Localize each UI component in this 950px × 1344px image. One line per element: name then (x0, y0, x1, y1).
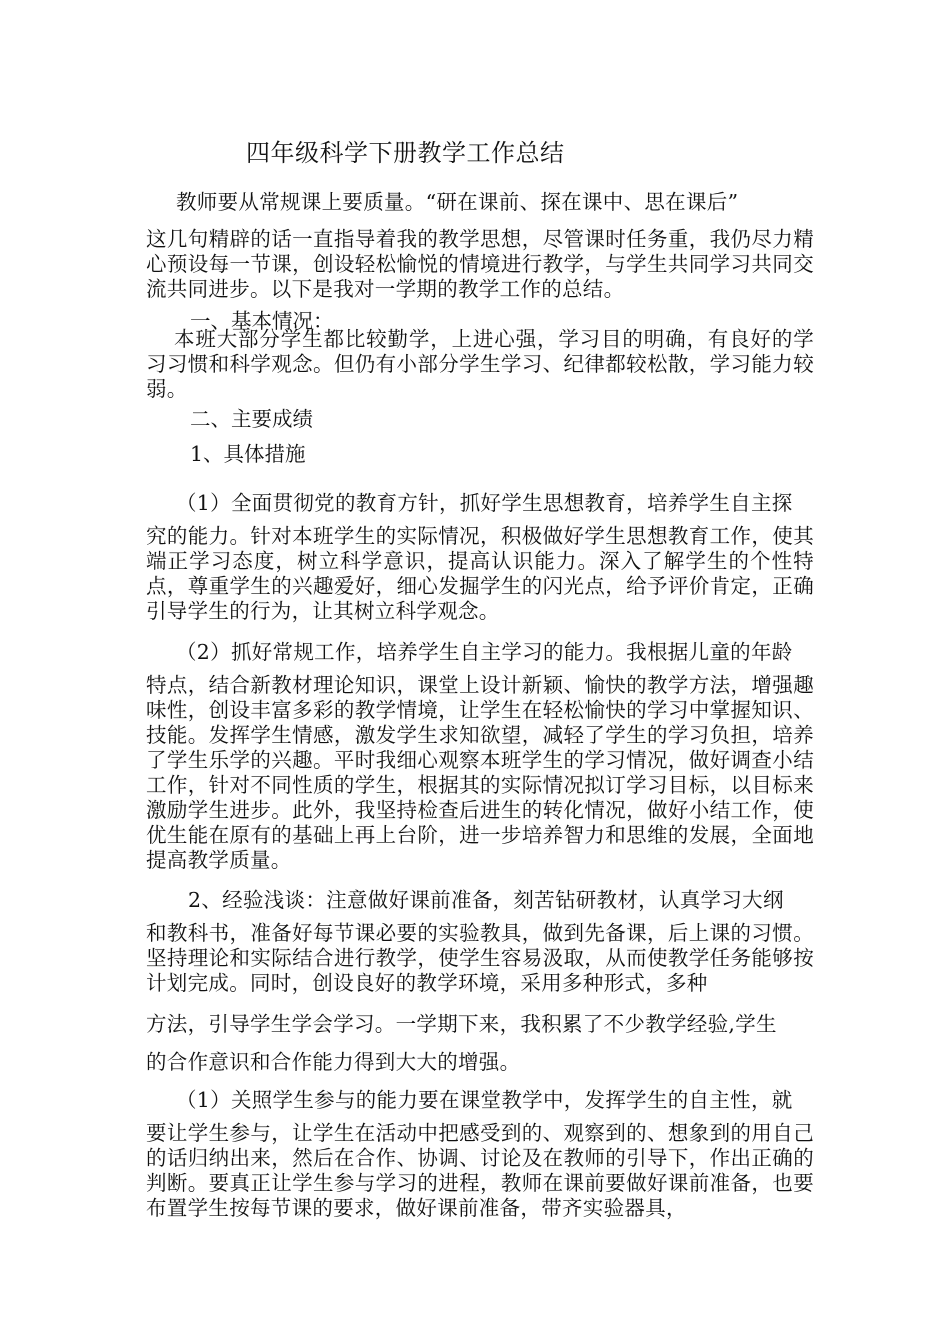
experience-first-line: 2、经验浅谈：注意做好课前准备，刻苦钻研教材，认真学习大纲 (188, 888, 784, 912)
measure-1-paragraph: 究的能力。针对本班学生的实际情况，积极做好学生思想教育工作，使其端正学习态度，树立科学意识，提高认识能力。深入了解学生的个性特点，尊重学生的兴趣爱好，细心发掘学生的闪光点，给予评价肯定，正确引导学生的行为，让其树立科学观念。 (146, 524, 814, 623)
measure-2-paragraph: 特点，结合新教材理论知识，课堂上设计新颖、愉快的教学方法，增强趣味性，创设丰富多彩的教学情境，让学生在轻松愉快的学习中掌握知识、技能。发挥学生情感，激发学生求知欲望，减轻了学生的学习负担，培养了学生乐学的兴趣。平时我细心观察本班学生的学习情况，做好调查小结工作，针对不同性质的学生，根据其的实际情况拟订学习目标，以目标来激励学生进步。此外，我坚持检查后进生的转化情况，做好小结工作，使优生能在原有的基础上再上台阶，进一步培养智力和思维的发展，全面地提高教学质量。 (146, 673, 814, 872)
section-heading-results: 二、主要成绩 (190, 407, 313, 431)
experience-line-b: 的合作意识和合作能力得到大大的增强。 (146, 1050, 521, 1074)
intro-paragraph: 这几句精辟的话一直指导着我的教学思想，尽管课时任务重，我仍尽力精心预设每一节课，创设轻松愉悦的情境进行教学，与学生共同学习共同交流共同进步。以下是我对一学期的教学工作的总结。 (146, 227, 814, 301)
measure-2-first-line: （2）抓好常规工作，培养学生自主学习的能力。我根据儿童的年龄 (176, 640, 793, 664)
participation-first-line: （1）关照学生参与的能力要在课堂教学中，发挥学生的自主性，就 (176, 1088, 793, 1112)
experience-line-a: 方法，引导学生学会学习。一学期下来，我积累了不少教学经验,学生 (146, 1012, 777, 1036)
intro-first-line: 教师要从常规课上要质量。“研在课前、探在课中、思在课后” (176, 190, 739, 214)
section-basic-body: 本班大部分学生都比较勤学，上进心强，学习目的明确，有良好的学习习惯和科学观念。但仍有小部分学生学习、纪律都较松散，学习能力较弱。 (146, 327, 814, 401)
experience-paragraph: 和教科书，准备好每节课必要的实验教具，做到先备课，后上课的习惯。坚持理论和实际结合进行教学，使学生容易汲取，从而使教学任务能够按计划完成。同时，创设良好的教学环境，采用多种形式，多种 (146, 921, 814, 995)
measure-1-first-line: （1）全面贯彻党的教育方针，抓好学生思想教育，培养学生自主探 (176, 491, 793, 515)
section-heading-basic: 一、基本情况： (190, 309, 334, 333)
participation-paragraph: 要让学生参与，让学生在活动中把感受到的、观察到的、想象到的用自己的话归纳出来，然后在合作、协调、讨论及在教师的引导下，作出正确的判断。要真正让学生参与学习的进程，教师在课前要做好课前准备，也要布置学生按每节课的要求，做好课前准备，带齐实验器具， (146, 1121, 814, 1220)
document-title: 四年级科学下册教学工作总结 (246, 139, 565, 167)
subsection-heading-measures: 1、具体措施 (190, 442, 306, 466)
